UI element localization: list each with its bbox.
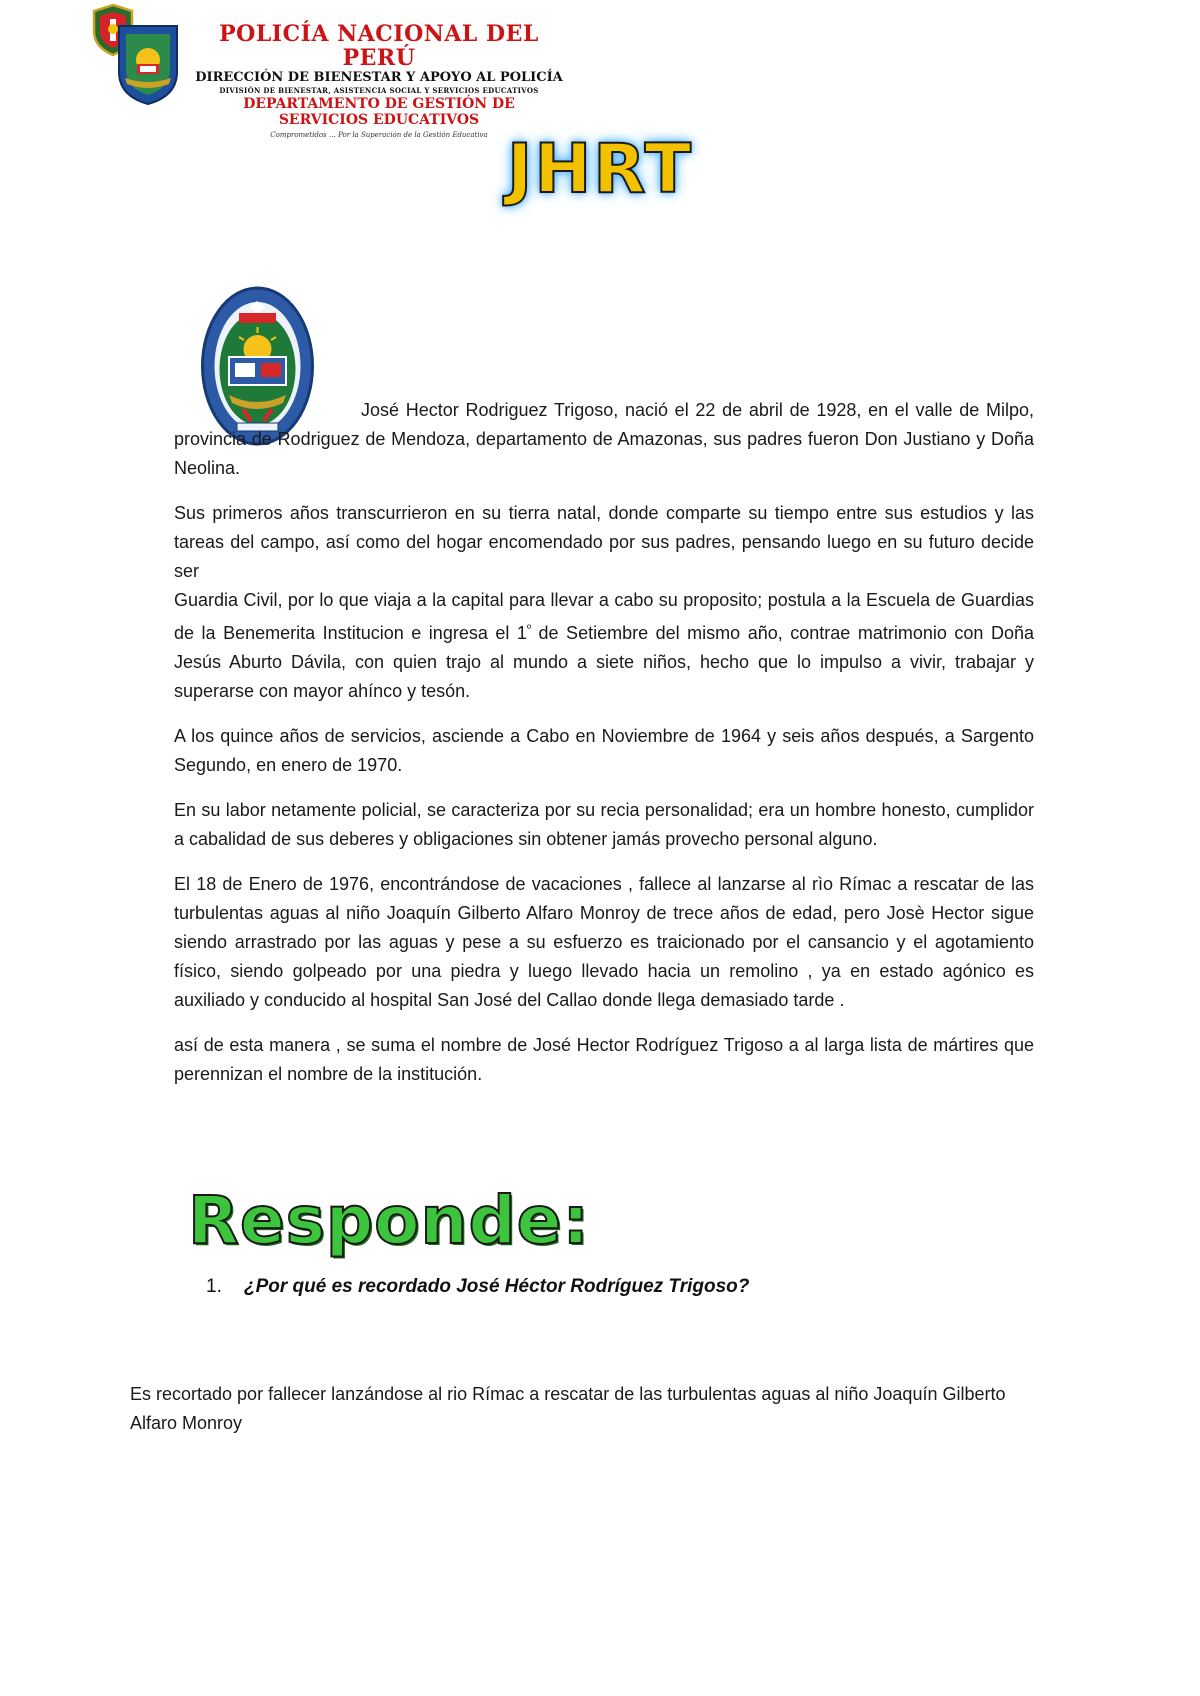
paragraph-guardia-civil-text-end: de Setiembre del mismo año, contrae matrimonio con Doña Jesús Aburto Dávila, con quien trajo al mundo a siete niños, hecho que lo impulso a vivir, trabajar y superarse con mayor ahínco y tesón. [174,623,1035,701]
paragraph-legacy: así de esta manera , se suma el nombre de José Hector Rodríguez Trigoso a al larga lista de mártires que perennizan el nombre de la institución. [174,1035,1034,1084]
department-name-line2: SERVICIOS EDUCATIVOS [278,112,480,128]
letterhead [88,0,648,139]
directorate-name: DIRECCIÓN DE BIENESTAR Y APOYO AL POLICÍA [195,70,563,85]
paragraph-death: El 18 de Enero de 1976, encontrándose de vacaciones , fallece al lanzarse al rìo Rímac a rescatar de las turbulentas aguas al niño Joaquín Gilberto Alfaro Monroy de trece años de edad, pero Josè Hector sigue siendo arrastrado por las aguas y pese a su esfuerzo es traicionado por el cansancio y el agotamiento físico, siendo golpeado por una piedra y luego llevado hacia un remolino , ya en estado agónico es auxiliado y conducido al hospital San José del Callao donde llega demasiado tarde . [174,874,1034,1010]
page-title: JHRT [507,130,693,209]
letterhead-slogan: Comprometidos … Por la Superación de la Gestión Educativa [270,131,488,139]
paragraph-character: En su labor netamente policial, se caracteriza por su recia personalidad; era un hombre honesto, cumplidor a cabalidad de sus deberes y obligaciones sin obtener jamás provecho personal alguno. [174,800,1034,849]
question-list [206,1276,749,1298]
answer-text: Es recortado por fallecer lanzándose al rio Rímac a rescatar de las turbulentas aguas al niño Joaquín Gilberto Alfaro Monroy [130,1384,1006,1433]
paragraph-promotions: A los quince años de servicios, asciende a Cabo en Noviembre de 1964 y seis años después, a Sargento Segundo, en enero de 1970. [174,726,1034,775]
letterhead-text [194,22,564,142]
ordinal-indicator: º [526,623,531,635]
paragraph-early-years: Sus primeros años transcurrieron en su tierra natal, donde comparte su tiempo entre sus estudios y las tareas del campo, así como del hogar encomendado por sus padres, pensando luego en su futuro decide ser [174,503,1034,581]
department-name [194,96,564,128]
department-name-line1: DEPARTAMENTO DE GESTIÓN DE [243,96,515,112]
institution-name: POLICÍA NACIONAL DEL PERÚ [219,21,539,71]
biography [174,396,1034,1105]
paragraph-birth: José Hector Rodriguez Trigoso, nació el 22 de abril de 1928, en el valle de Milpo, provincia de Rodriguez de Mendoza, departamento de Amazonas, sus padres fueron Don Justiano y Doña Neolina. [174,400,1034,478]
paragraph-guardia-civil [174,586,1034,706]
responde-heading: Responde: [188,1182,590,1259]
question-number: 1. [206,1276,222,1297]
question-text: ¿Por qué es recordado José Héctor Rodríguez Trigoso? [244,1276,750,1297]
division-name: DIVISIÓN DE BIENESTAR, ASISTENCIA SOCIAL Y SERVICIOS EDUCATIVOS [219,86,539,95]
paragraph-guardia-civil-text: Guardia Civil, por lo que viaja a la capital para llevar a cabo su proposito; postula a la Escuela de Guardias de la Benemerita Institucion e ingresa el 1 [174,590,1034,643]
question-item [206,1276,749,1298]
department-crest-icon [115,22,181,106]
